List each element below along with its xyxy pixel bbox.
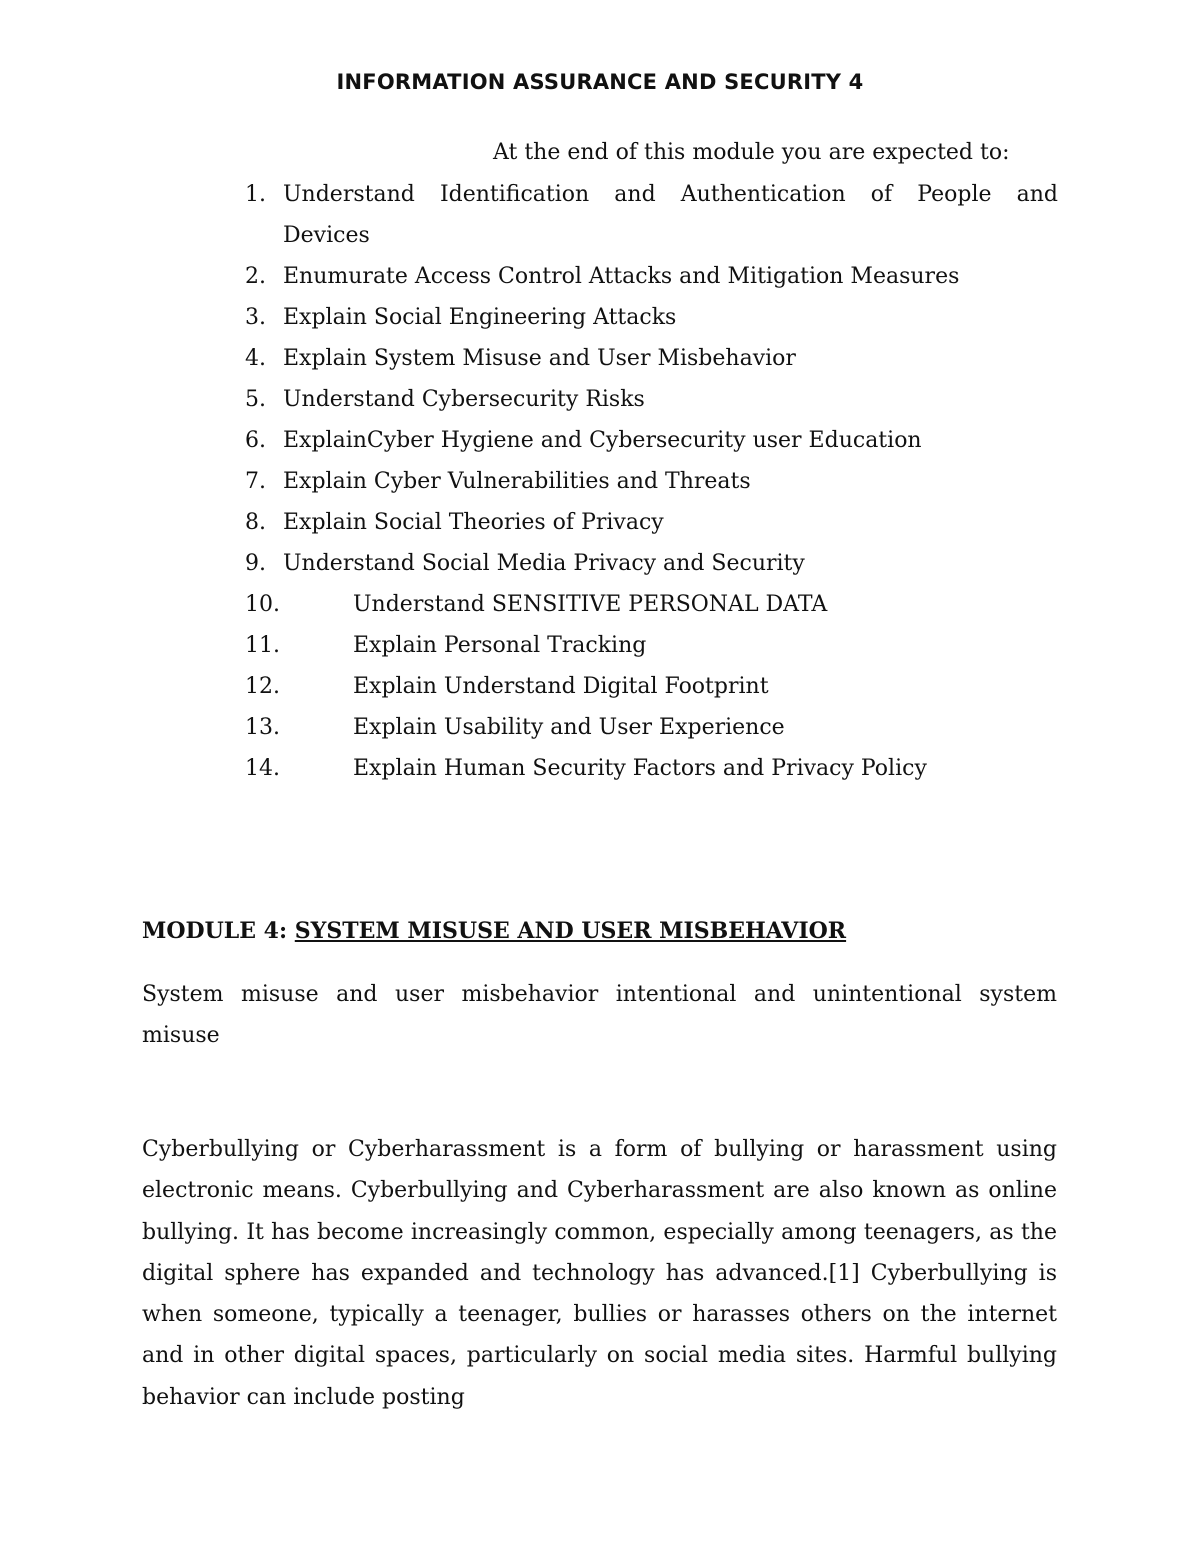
objective-text: Explain Cyber Vulnerabilities and Threats (283, 469, 751, 494)
objective-item (245, 174, 1058, 256)
objective-text: Understand Social Media Privacy and Security (283, 551, 805, 576)
objective-item (245, 502, 1058, 543)
objective-text: Understand SENSITIVE PERSONAL DATA (353, 592, 828, 617)
objective-text: Explain Personal Tracking (353, 633, 647, 658)
objective-text: Explain Social Theories of Privacy (283, 510, 664, 535)
objective-text: Explain Human Security Factors and Privacy Policy (353, 756, 927, 781)
module-heading-title: SYSTEM MISUSE AND USER MISBEHAVIOR (294, 918, 847, 944)
objective-item (245, 297, 1058, 338)
objective-number: 2. (245, 264, 266, 289)
objective-item (245, 420, 1058, 461)
objective-number: 6. (245, 428, 266, 453)
objectives-list (245, 174, 1058, 789)
objective-number: 4. (245, 346, 266, 371)
objective-text: Explain Understand Digital Footprint (353, 674, 769, 699)
objective-text-line2: Devices (283, 223, 370, 248)
objective-number: 8. (245, 510, 266, 535)
body-paragraph: Cyberbullying or Cyberharassment is a form of bullying or harassment using electronic means. Cyberbullying and Cyberharassment are also known as online bullying. It has become increasingly common, especially among teenagers, as the digital sphere has expanded and technology has advanced.[1] Cyberbullying is when someone, typically a teenager, bullies or harasses others on the internet and in other digital spaces, particularly on social media sites. Harmful bullying behavior can include posting (142, 1137, 1057, 1410)
objective-item (245, 584, 1058, 625)
objectives-intro: At the end of this module you are expected to: (493, 140, 1010, 165)
objective-number: 7. (245, 469, 266, 494)
objective-text: Explain Social Engineering Attacks (283, 305, 677, 330)
objective-number: 9. (245, 551, 266, 576)
module-heading-prefix: MODULE 4: (142, 918, 295, 944)
objective-text: Enumurate Access Control Attacks and Mitigation Measures (283, 264, 960, 289)
body-paragraph: System misuse and user misbehavior intentional and unintentional system misuse (142, 982, 1057, 1049)
objective-item (245, 379, 1058, 420)
objective-text-line1: Understand Identification and Authentication of People and (283, 182, 1058, 207)
objective-item (245, 666, 1058, 707)
objective-text (283, 174, 1058, 256)
objective-item (245, 748, 1058, 789)
objective-text: Explain Usability and User Experience (353, 715, 785, 740)
objective-item (245, 338, 1058, 379)
objective-number: 12. (245, 674, 280, 699)
objective-number: 3. (245, 305, 266, 330)
objective-item (245, 256, 1058, 297)
objective-item (245, 707, 1058, 748)
objective-number: 5. (245, 387, 266, 412)
objective-text: Explain System Misuse and User Misbehavior (283, 346, 796, 371)
document-title: INFORMATION ASSURANCE AND SECURITY 4 (336, 70, 864, 94)
objective-number: 11. (245, 633, 280, 658)
objective-item (245, 625, 1058, 666)
objective-item (245, 543, 1058, 584)
objective-number: 13. (245, 715, 280, 740)
objective-number: 10. (245, 592, 280, 617)
objective-number: 14. (245, 756, 280, 781)
objective-text: Understand Cybersecurity Risks (283, 387, 645, 412)
module-heading (142, 918, 846, 944)
objective-item (245, 461, 1058, 502)
objective-number: 1. (245, 182, 266, 207)
objective-text: ExplainCyber Hygiene and Cybersecurity user Education (283, 428, 922, 453)
